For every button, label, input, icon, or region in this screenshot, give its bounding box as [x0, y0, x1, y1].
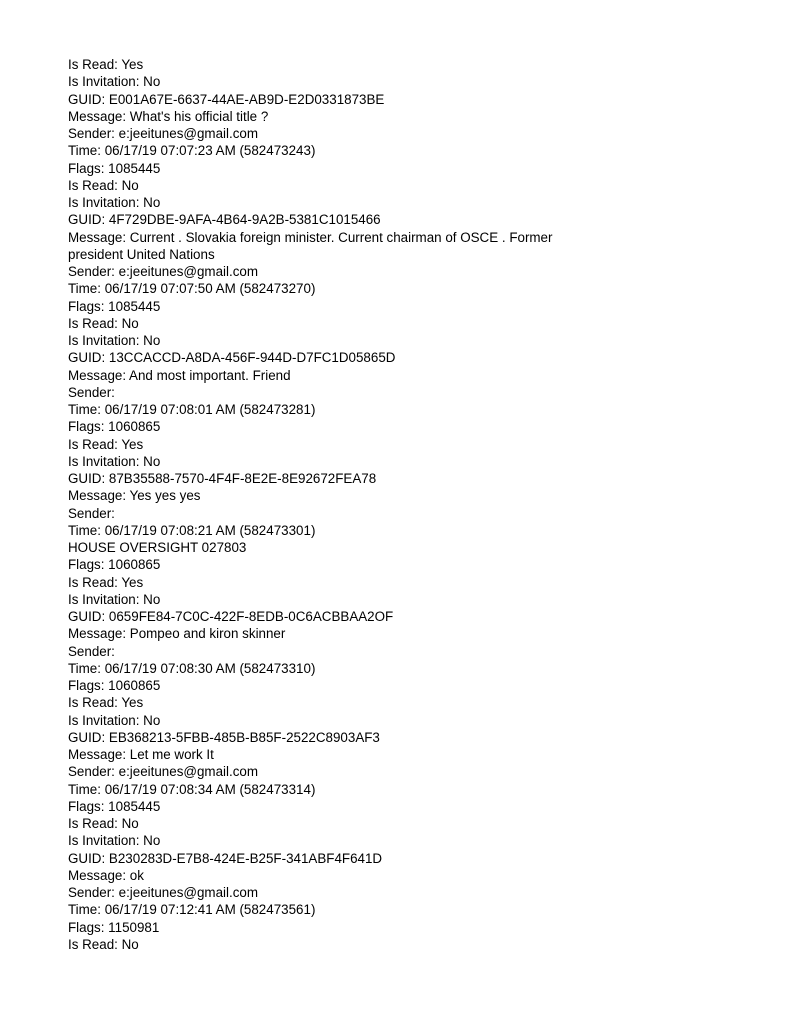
text-line: GUID: 13CCACCD-A8DA-456F-944D-D7FC1D05865D: [68, 350, 396, 366]
text-line: Flags: 1060865: [68, 678, 161, 693]
text-line: Is Invitation: No: [68, 712, 161, 728]
text-line: Flags: 1060865: [68, 557, 161, 573]
text-line: Is Invitation: No: [68, 591, 161, 607]
text-line: Sender: e:jeeitunes@gmail.com: [68, 764, 258, 780]
text-line: GUID: EB368213-5FBB-485B-B85F-2522C8903AF3: [68, 729, 380, 745]
text-line: Sender:: [68, 643, 115, 659]
text-line: Flags: 1085445: [68, 298, 161, 314]
text-line: GUID: 0659FE84-7C0C-422F-8EDB-0C6ACBBAA2OF: [68, 609, 394, 624]
text-line: Flags: 1085445: [68, 160, 161, 176]
text-line: Is Read: Yes: [68, 574, 144, 590]
text-line: Message: What's his official title ?: [68, 108, 269, 124]
text-line: GUID: E001A67E-6637-44AE-AB9D-E2D0331873BE: [68, 91, 385, 107]
text-line: Is Read: No: [68, 816, 139, 831]
text-line: Time: 06/17/19 07:12:41 AM (582473561): [68, 902, 316, 918]
text-line: president United Nations: [68, 246, 215, 262]
text-line: Is Read: No: [68, 177, 139, 193]
text-line: Is Read: Yes: [68, 695, 144, 711]
text-line: Time: 06/17/19 07:08:21 AM (582473301): [68, 522, 316, 538]
text-line: Flags: 1150981: [68, 919, 160, 935]
text-line: Is Read: Yes: [68, 57, 144, 72]
document-page: [68, 56, 708, 953]
text-line: HOUSE OVERSIGHT 027803: [68, 540, 247, 555]
text-line: Time: 06/17/19 07:08:34 AM (582473314): [68, 781, 316, 797]
text-line: Flags: 1085445: [68, 798, 161, 814]
text-line: Time: 06/17/19 07:07:23 AM (582473243): [68, 143, 316, 159]
text-line: Is Invitation: No: [68, 453, 161, 469]
text-line: Message: ok: [68, 867, 144, 883]
text-line: Message: And most important. Friend: [68, 367, 291, 383]
text-line: Message: Pompeo and kiron skinner: [68, 626, 286, 642]
text-line: Is Invitation: No: [68, 195, 161, 210]
text-line: Is Invitation: No: [68, 833, 161, 849]
text-line: Is Read: Yes: [68, 436, 144, 452]
text-line: Time: 06/17/19 07:07:50 AM (582473270): [68, 281, 316, 297]
text-line: Time: 06/17/19 07:08:30 AM (582473310): [68, 660, 316, 676]
text-line: Flags: 1060865: [68, 419, 161, 435]
text-line: Is Invitation: No: [68, 333, 161, 348]
text-line: Sender: e:jeeitunes@gmail.com: [68, 126, 258, 141]
text-line: GUID: 4F729DBE-9AFA-4B64-9A2B-5381C1015466: [68, 212, 381, 228]
text-line: Is Invitation: No: [68, 74, 161, 90]
text-line: Message: Yes yes yes: [68, 488, 201, 504]
text-line: Time: 06/17/19 07:08:01 AM (582473281): [68, 402, 316, 417]
text-line: GUID: 87B35588-7570-4F4F-8E2E-8E92672FEA78: [68, 471, 377, 486]
text-line: GUID: B230283D-E7B8-424E-B25F-341ABF4F641D: [68, 850, 383, 866]
text-line: Sender: e:jeeitunes@gmail.com: [68, 885, 258, 900]
text-line: Message: Current . Slovakia foreign minister. Current chairman of OSCE . Former: [68, 229, 553, 245]
text-line: Sender: e:jeeitunes@gmail.com: [68, 264, 258, 279]
text-line: Message: Let me work It: [68, 747, 214, 762]
text-line: Is Read: No: [68, 936, 139, 952]
text-line: Sender:: [68, 384, 115, 400]
text-line: Is Read: No: [68, 315, 139, 331]
text-line: Sender:: [68, 505, 115, 521]
